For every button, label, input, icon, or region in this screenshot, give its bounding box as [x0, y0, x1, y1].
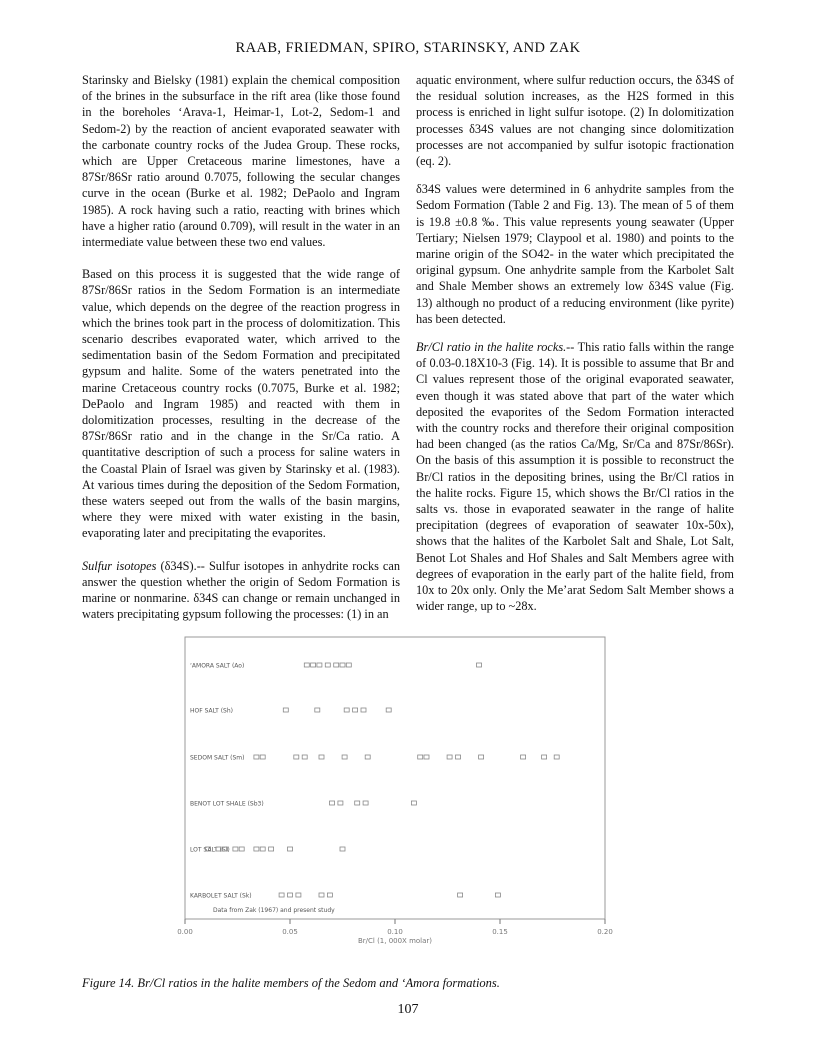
- data-point: [254, 847, 259, 851]
- data-point: [260, 755, 265, 759]
- x-tick-label: 0.15: [492, 928, 508, 936]
- series-label: LOT SALT (Sl): [190, 846, 230, 854]
- data-point: [311, 663, 316, 667]
- data-point: [288, 893, 293, 897]
- data-point: [361, 708, 366, 712]
- data-source-note: Data from Zak (1967) and present study: [213, 907, 335, 914]
- data-point: [254, 755, 259, 759]
- left-paragraph-1: Starinsky and Bielsky (1981) explain the chemical composition of the brines in the subsurface in the rift area (like those found in the boreholes ‘Arava-1, Heimar-1, Lot-2, Sedom-1 and Sedom-2) by the reaction of ancient evaporated seawater with the carbonate country rocks of the Judea Group. These rocks, which are Upper Cretaceous marine limestones, have a 87Sr/86Sr ratio around 0.7075, following the secular changes curve in the ocean (Burke et al. 1982; DePaolo and Ingram 1985). A rock having such a ratio, reacting with brines which have a higher ratio (around 0.709), will result in the water in an intermediate value between these two end values.: [82, 73, 400, 250]
- x-tick-label: 0.00: [177, 928, 193, 936]
- data-point: [479, 755, 484, 759]
- data-point: [353, 708, 358, 712]
- x-tick-label: 0.10: [387, 928, 403, 936]
- data-point: [554, 755, 559, 759]
- sulfur-isotopes-text: Sulfur isotopes in anhydrite rocks can answer the question whether the origin of Sedom Formation is marine or nonmarine. δ34S can change or remain unchanged in waters precipitating gypsum following the processes: (1) in an: [82, 558, 400, 622]
- sulfur-isotopes-heading: Sulfur isotopes: [82, 558, 157, 573]
- data-point: [283, 708, 288, 712]
- data-point: [330, 801, 335, 805]
- series-label: ‘AMORA SALT (Ao): [190, 662, 245, 670]
- data-point: [342, 755, 347, 759]
- right-column: [416, 72, 734, 631]
- data-point: [363, 801, 368, 805]
- data-point: [424, 755, 429, 759]
- data-point: [340, 663, 345, 667]
- data-point: [269, 847, 274, 851]
- data-point: [288, 847, 293, 851]
- figure-caption: Figure 14. Br/Cl ratios in the halite members of the Sedom and ‘Amora formations.: [82, 976, 500, 990]
- data-point: [296, 893, 301, 897]
- data-point: [302, 755, 307, 759]
- data-point: [294, 755, 299, 759]
- data-point: [338, 801, 343, 805]
- data-point: [325, 663, 330, 667]
- data-point: [319, 893, 324, 897]
- data-point: [521, 755, 526, 759]
- data-point: [327, 893, 332, 897]
- data-point: [355, 801, 360, 805]
- data-point: [365, 755, 370, 759]
- data-point: [458, 893, 463, 897]
- data-point: [477, 663, 482, 667]
- data-point: [447, 755, 452, 759]
- data-point: [418, 755, 423, 759]
- data-point: [456, 755, 461, 759]
- series-label: KARBOLET SALT (Sk): [190, 892, 252, 900]
- left-column: [82, 72, 400, 639]
- brcl-text: This ratio falls within the range of 0.03-0.18X10-3 (Fig. 14). It is possible to assume that Br and Cl values represent those of the original evaporated seawater, even though it was stated above that part of the water which deposited the evaporites of the Sedom Formation interacted with the country rocks and therefore their original composition had been changed (as the ratios Ca/Mg, Sr/Ca and 87Sr/86Sr). On the basis of this assumption it is possible to reconstruct the Br/Cl ratios in the depositing brines, using the Br/Cl ratios in the halite rocks. Figure 15, which shows the Br/Cl ratios in the salts vs. those in evaporated seawater in the range of halite precipitation (degrees of evaporation of seawater 10x-50x), shows that the halites of the Karbolet Salt and Shale, Lot Salt, Benot Lot Shales and Hof Shales and Salt Members agree with degrees of evaporation in the early part of the halite field, from 10x to 20x only. Only the Me’arat Sedom Salt Member shows a wider range, up to ~28x.: [416, 340, 734, 614]
- left-paragraph-3: [82, 558, 400, 623]
- figure-14: [177, 633, 613, 945]
- series-label: HOF SALT (Sh): [190, 707, 233, 715]
- x-axis-label: Br/Cl (1, 000X molar): [357, 937, 433, 945]
- data-point: [340, 847, 345, 851]
- data-point: [315, 708, 320, 712]
- right-paragraph-3: [416, 339, 734, 614]
- sulfur-isotopes-symbol: (δ34S).--: [160, 558, 205, 573]
- data-point: [411, 801, 416, 805]
- data-point: [239, 847, 244, 851]
- data-point: [495, 893, 500, 897]
- data-point: [279, 893, 284, 897]
- page-number: 107: [397, 1002, 419, 1017]
- x-tick-label: 0.05: [282, 928, 298, 936]
- data-point: [334, 663, 339, 667]
- data-point: [344, 708, 349, 712]
- right-paragraph-1: aquatic environment, where sulfur reduction occurs, the δ34S of the residual solution increases, as the H2S formed in this process is enriched in light sulfur isotope. (2) In dolomitization processes δ34S values are not changing since dolomitization processes are not accompanied by sulfur isotopic fractionation (eq. 2).: [416, 73, 734, 169]
- data-point: [233, 847, 238, 851]
- data-point: [542, 755, 547, 759]
- data-point: [319, 755, 324, 759]
- data-point: [386, 708, 391, 712]
- running-head: RAAB, FRIEDMAN, SPIRO, STARINSKY, AND ZAK: [235, 40, 581, 56]
- data-point: [304, 663, 309, 667]
- brcl-chart: [177, 633, 613, 945]
- data-point: [346, 663, 351, 667]
- x-tick-label: 0.20: [597, 928, 613, 936]
- brcl-heading: Br/Cl ratio in the halite rocks.--: [416, 340, 575, 355]
- series-label: BENOT LOT SHALE (Sb3): [190, 800, 264, 808]
- series-label: SEDOM SALT (Sm): [190, 754, 245, 762]
- left-paragraph-2: Based on this process it is suggested that the wide range of 87Sr/86Sr ratios in the Sedom Formation is an intermediate value, which depends on the degree of the reaction progress in which the brines took part in the process of dolomitization. This scenario describes evaporated water, which arrived to the sedimentation basin of the Sedom Formation and precipitated gypsum and halite. Some of the waters penetrated into the marine Cretaceous country rocks (0.7075, Burke et al. 1982; DePaolo and Ingram 1985) and reacted with them in dolomitization processes, resulting in the decrease of the 87Sr/86Sr ratio and in the change in the Sr/Ca ratio. A quantitative description of such a process for saline waters in the Coastal Plain of Israel was given by Starinsky et al. (1983). At various times during the deposition of the Sedom Formation, these waters seeped out from the walls of the basin margins, where they were mixed with water existing in the basin, evaporating later and precipitating the evaporites.: [82, 267, 400, 541]
- data-point: [260, 847, 265, 851]
- data-point: [317, 663, 322, 667]
- right-paragraph-2: δ34S values were determined in 6 anhydrite samples from the Sedom Formation (Table 2 and Fig. 13). The mean of 5 of them is 19.8 ±0.8 ‰. This value represents young seawater (Upper Tertiary; Nielsen 1979; Claypool et al. 1980) and points to the marine origin of the SO42- in the water which precipitated the original gypsum. One anhydrite sample from the Karbolet Salt and Shale Member shows an extremely low δ34S value (Fig. 13) although no product of a reducing environment (like pyrite) has been detected.: [416, 182, 734, 326]
- plot-frame: [185, 637, 605, 919]
